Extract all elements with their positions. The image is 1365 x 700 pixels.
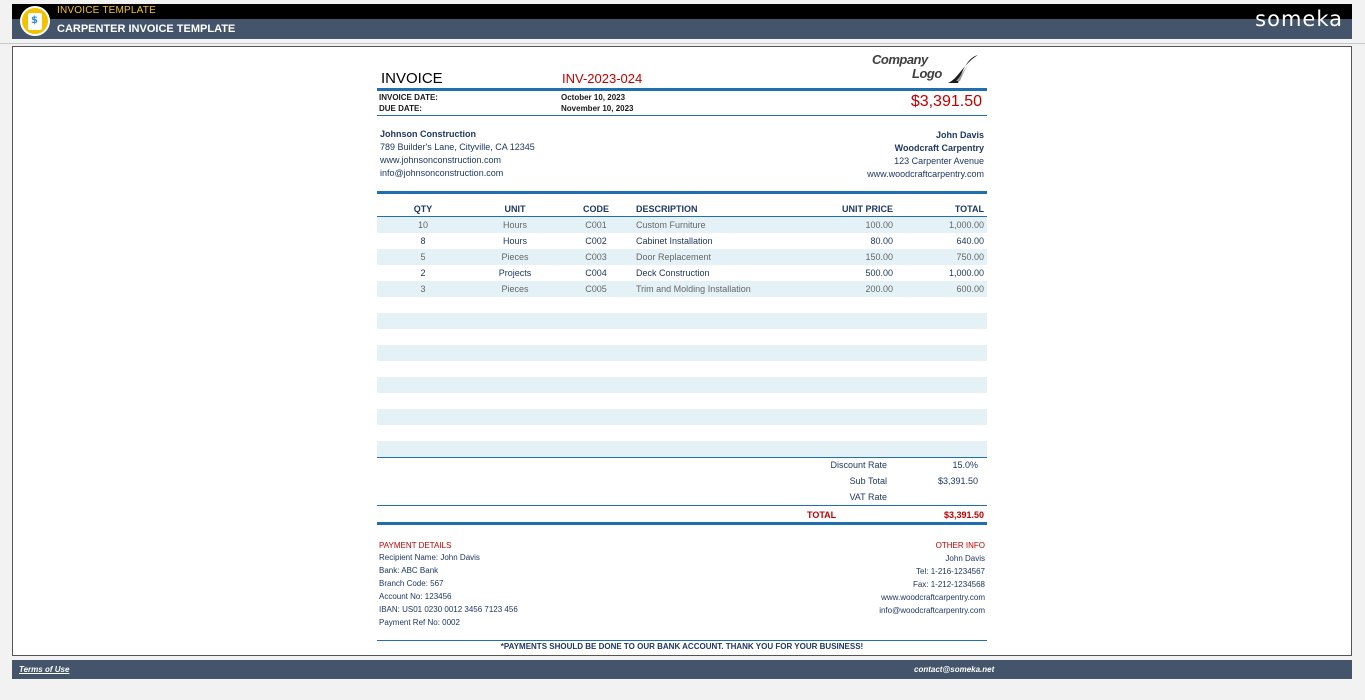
payment-details-block xyxy=(379,551,518,629)
payment-footer-note: *PAYMENTS SHOULD BE DONE TO OUR BANK ACCOUNT. THANK YOU FOR YOUR BUSINESS! xyxy=(500,642,864,651)
other-email[interactable]: info@woodcraftcarpentry.com xyxy=(879,606,985,615)
bottom-bar xyxy=(12,660,1352,679)
cell-unit-price[interactable]: 500.00 xyxy=(865,268,893,278)
contact-email[interactable]: contact@someka.net xyxy=(914,665,995,674)
cell-total: 1,000.00 xyxy=(948,268,984,278)
other-name[interactable]: John Davis xyxy=(945,554,985,563)
sender-name[interactable]: John Davis xyxy=(935,130,984,140)
cell-qty[interactable]: 8 xyxy=(420,236,426,246)
cell-description[interactable]: Trim and Molding Installation xyxy=(636,284,751,294)
cell-code[interactable]: C005 xyxy=(585,284,607,294)
header-unit: UNIT xyxy=(504,204,526,214)
empty-row[interactable] xyxy=(377,329,987,345)
empty-row[interactable] xyxy=(377,377,987,393)
discount-label: Discount Rate xyxy=(830,460,887,470)
brand-logo[interactable]: someka xyxy=(1255,7,1343,31)
cell-total: 750.00 xyxy=(956,252,984,262)
payment-branch[interactable]: Branch Code: 567 xyxy=(379,579,444,588)
due-date-value[interactable]: November 10, 2023 xyxy=(561,104,634,113)
cell-code[interactable]: C001 xyxy=(585,220,607,230)
total-rule xyxy=(377,522,987,525)
divider xyxy=(0,43,1365,44)
invoice-total-amount: $3,391.50 xyxy=(910,93,982,110)
payment-iban[interactable]: IBAN: US01 0230 0012 3456 7123 456 xyxy=(379,605,518,614)
cell-unit-price[interactable]: 100.00 xyxy=(865,220,893,230)
table-row[interactable] xyxy=(377,265,987,281)
empty-row[interactable] xyxy=(377,361,987,377)
cell-unit[interactable]: Hours xyxy=(502,236,527,246)
cell-description[interactable]: Door Replacement xyxy=(636,252,712,262)
empty-row[interactable] xyxy=(377,313,987,329)
cell-code[interactable]: C004 xyxy=(585,268,607,278)
payment-bank[interactable]: Bank: ABC Bank xyxy=(379,566,439,575)
cell-total: 600.00 xyxy=(956,284,984,294)
date-rule xyxy=(377,115,987,116)
discount-value[interactable]: 15.0% xyxy=(952,460,978,470)
table-row[interactable] xyxy=(377,233,987,249)
cell-description[interactable]: Custom Furniture xyxy=(636,220,706,230)
cell-unit-price[interactable]: 80.00 xyxy=(870,236,893,246)
logo-swoosh-icon xyxy=(944,53,980,85)
subtotal-label: Sub Total xyxy=(849,476,887,486)
invoice-app-icon xyxy=(20,6,50,36)
empty-row[interactable] xyxy=(377,409,987,425)
cell-total: 1,000.00 xyxy=(948,220,984,230)
cell-unit[interactable]: Pieces xyxy=(501,252,529,262)
client-address[interactable]: 789 Builder's Lane, Cityville, CA 12345 xyxy=(380,142,535,152)
table-row[interactable] xyxy=(377,249,987,265)
table-row[interactable] xyxy=(377,281,987,297)
cell-unit[interactable]: Hours xyxy=(502,220,527,230)
table-row[interactable] xyxy=(377,217,987,233)
other-info-heading: OTHER INFO xyxy=(935,541,985,550)
table-bottom-rule xyxy=(377,457,987,458)
other-fax[interactable]: Fax: 1-212-1234568 xyxy=(912,580,985,589)
due-date-label: DUE DATE: xyxy=(379,104,422,113)
grand-total-label: TOTAL xyxy=(807,510,837,520)
payment-ref[interactable]: Payment Ref No: 0002 xyxy=(379,618,460,627)
cell-code[interactable]: C003 xyxy=(585,252,607,262)
table-header-row xyxy=(377,201,987,217)
sender-address[interactable]: 123 Carpenter Avenue xyxy=(894,156,984,166)
company-logo[interactable] xyxy=(866,51,981,87)
subtotal-value: $3,391.50 xyxy=(937,476,978,486)
invoice-date-value[interactable]: October 10, 2023 xyxy=(561,93,626,102)
from-block xyxy=(760,129,984,181)
header-unit-price: UNIT PRICE xyxy=(841,204,893,214)
header-total: TOTAL xyxy=(954,204,984,214)
cell-description[interactable]: Cabinet Installation xyxy=(636,236,713,246)
cell-unit[interactable]: Projects xyxy=(498,268,532,278)
app-title: INVOICE TEMPLATE xyxy=(57,5,156,16)
logo-text-line1: Company xyxy=(872,52,928,67)
cell-unit-price[interactable]: 150.00 xyxy=(865,252,893,262)
header-code: CODE xyxy=(582,204,609,214)
other-tel[interactable]: Tel: 1-216-1234567 xyxy=(916,567,985,576)
client-email[interactable]: info@johnsonconstruction.com xyxy=(380,168,504,178)
payment-recipient[interactable]: Recipient Name: John Davis xyxy=(379,553,480,562)
empty-row[interactable] xyxy=(377,425,987,441)
empty-row[interactable] xyxy=(377,441,987,457)
client-website[interactable]: www.johnsonconstruction.com xyxy=(380,155,502,165)
summary-rule xyxy=(377,505,987,506)
client-name[interactable]: Johnson Construction xyxy=(380,129,476,139)
other-website[interactable]: www.woodcraftcarpentry.com xyxy=(881,593,985,602)
empty-row[interactable] xyxy=(377,393,987,409)
cell-total: 640.00 xyxy=(956,236,984,246)
logo-text-line2: Logo xyxy=(912,66,942,81)
invoice-date-label: INVOICE DATE: xyxy=(379,93,438,102)
vat-label: VAT Rate xyxy=(849,492,887,502)
line-items-table xyxy=(377,201,987,457)
empty-row[interactable] xyxy=(377,297,987,313)
cell-unit[interactable]: Pieces xyxy=(501,284,529,294)
cell-qty[interactable]: 5 xyxy=(420,252,426,262)
cell-code[interactable]: C002 xyxy=(585,236,607,246)
cell-qty[interactable]: 2 xyxy=(420,268,426,278)
empty-row[interactable] xyxy=(377,345,987,361)
sender-website[interactable]: www.woodcraftcarpentry.com xyxy=(867,169,984,179)
invoice-title: INVOICE xyxy=(381,70,443,87)
sender-company[interactable]: Woodcraft Carpentry xyxy=(894,143,984,153)
payment-details-heading: PAYMENT DETAILS xyxy=(379,541,452,550)
cell-qty[interactable]: 10 xyxy=(417,220,428,230)
invoice-number[interactable]: INV-2023-024 xyxy=(562,71,643,86)
header-qty: QTY xyxy=(413,204,433,214)
cell-unit-price[interactable]: 200.00 xyxy=(865,284,893,294)
header-rule xyxy=(377,88,987,91)
cell-qty[interactable]: 3 xyxy=(420,284,426,294)
other-info-block xyxy=(785,552,985,617)
grand-total-value: $3,391.50 xyxy=(943,510,984,520)
terms-of-use-link[interactable]: Terms of Use xyxy=(19,665,70,674)
top-bar xyxy=(12,4,1352,19)
header-description: DESCRIPTION xyxy=(636,204,698,214)
bill-to-block xyxy=(380,128,535,180)
address-rule xyxy=(377,191,987,194)
sheet-title: CARPENTER INVOICE TEMPLATE xyxy=(57,23,236,35)
payment-account[interactable]: Account No: 123456 xyxy=(379,592,452,601)
footer-rule xyxy=(377,640,987,641)
cell-description[interactable]: Deck Construction xyxy=(636,268,710,278)
